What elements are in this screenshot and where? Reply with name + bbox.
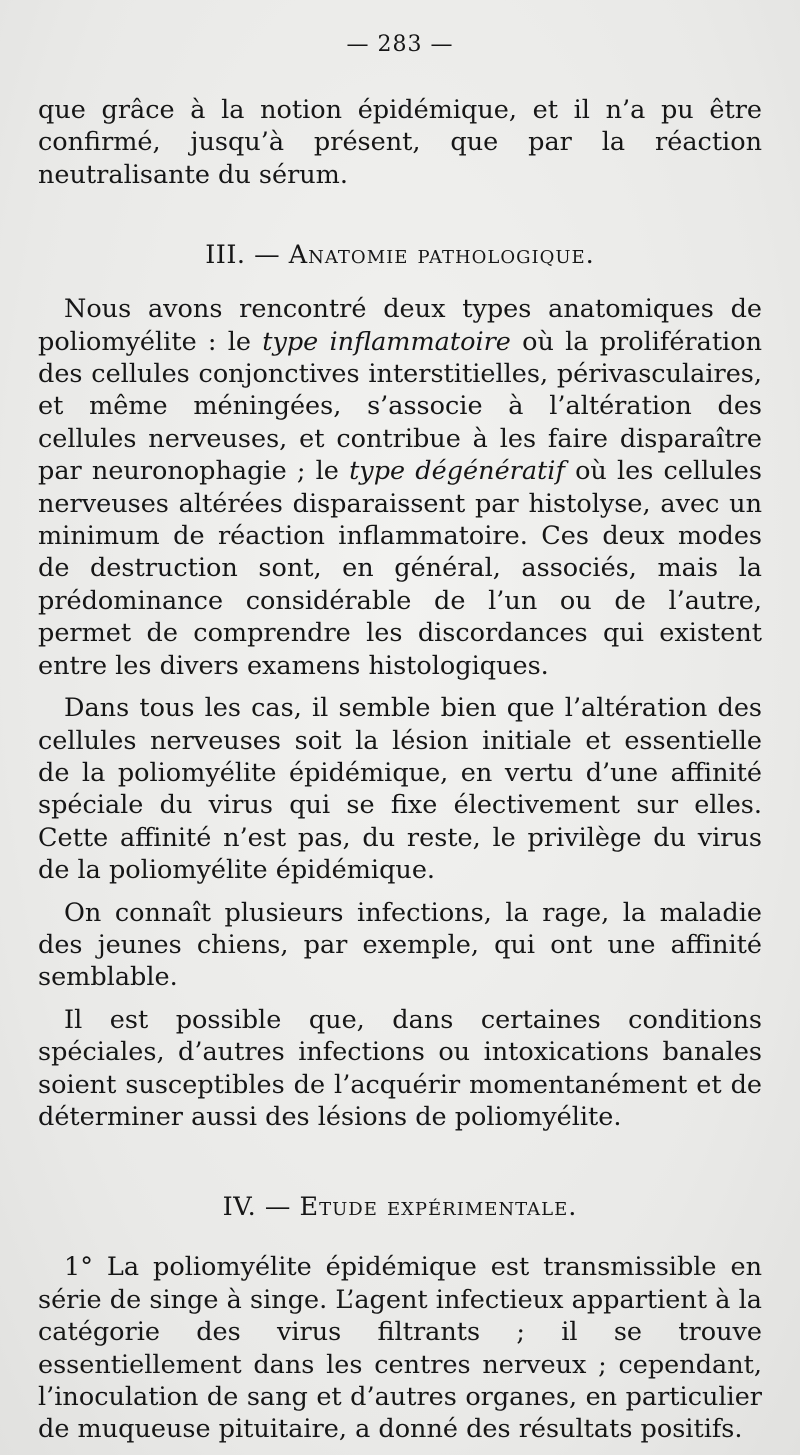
section-title: Anatomie pathologique. — [288, 240, 595, 271]
italic-term-inflammatoire: type inflammatoire — [262, 326, 511, 357]
paragraph-text: Nous avons rencontré deux types anatomiques de poliomyélite : le — [38, 294, 762, 357]
section-heading-etude — [38, 1191, 762, 1223]
section-title: Etude expérimentale. — [299, 1192, 578, 1223]
italic-term-degeneratif: type dégénératif — [349, 456, 565, 487]
intro-paragraph: que grâce à la notion épidémique, et il n’a pu être confirmé, jusqu’à présent, que par la réaction neutralisante du sérum. — [38, 95, 762, 190]
paragraph-types-anatomiques — [38, 293, 762, 682]
paragraph-transmission: 1° La poliomyélite épidémique est transmissible en série de singe à singe. L’agent infectieux appartient à la catégorie des virus filtrants ; il se trouve essentiellement dans les centres nerveux ; cependant, l’inoculation de sang et d’autres organes, en particulier de muqueuse pituitaire, a donné des résultats positifs. — [38, 1252, 762, 1445]
paragraph-text: où les cellules nerveuses altérées disparaissent par histolyse, avec un minimum de réaction inflammatoire. Ces deux modes de destruction sont, en général, associés, mais la prédominance considérable de l’un ou de l’autre, permet de comprendre les discordances qui existent entre les divers examens histologiques. — [38, 456, 762, 681]
paragraph-alteration: Dans tous les cas, il semble bien que l’altération des cellules nerveuses soit la lésion initiale et essentielle de la poliomyélite épidémique, en vertu d’une affinité spéciale du virus qui se fixe électivement sur elles. Cette affinité n’est pas, du reste, le privilège du virus de la poliomyélite épidémique. — [38, 693, 762, 886]
paragraph-text: où la prolifération des cellules conjonctives interstitielles, périvasculaires, et même méningées, s’associe à l’altération des cellules nerveuses, et contribue à les faire disparaître par neuronophagie ; le — [38, 326, 762, 487]
section-numeral: III. — — [205, 240, 281, 271]
paragraph-infections: On connaît plusieurs infections, la rage, la maladie des jeunes chiens, par exemple, qui ont une affinité semblable. — [38, 897, 762, 993]
page-number: — 283 — — [346, 32, 454, 57]
paragraph-possibilite: Il est possible que, dans certaines conditions spéciales, d’autres infections ou intoxications banales soient susceptibles de l’acquérir momentanément et de déterminer aussi des lésions de poliomyélite. — [38, 1004, 762, 1132]
section-heading-anatomie — [38, 239, 762, 271]
section-numeral: IV. — — [222, 1192, 291, 1223]
